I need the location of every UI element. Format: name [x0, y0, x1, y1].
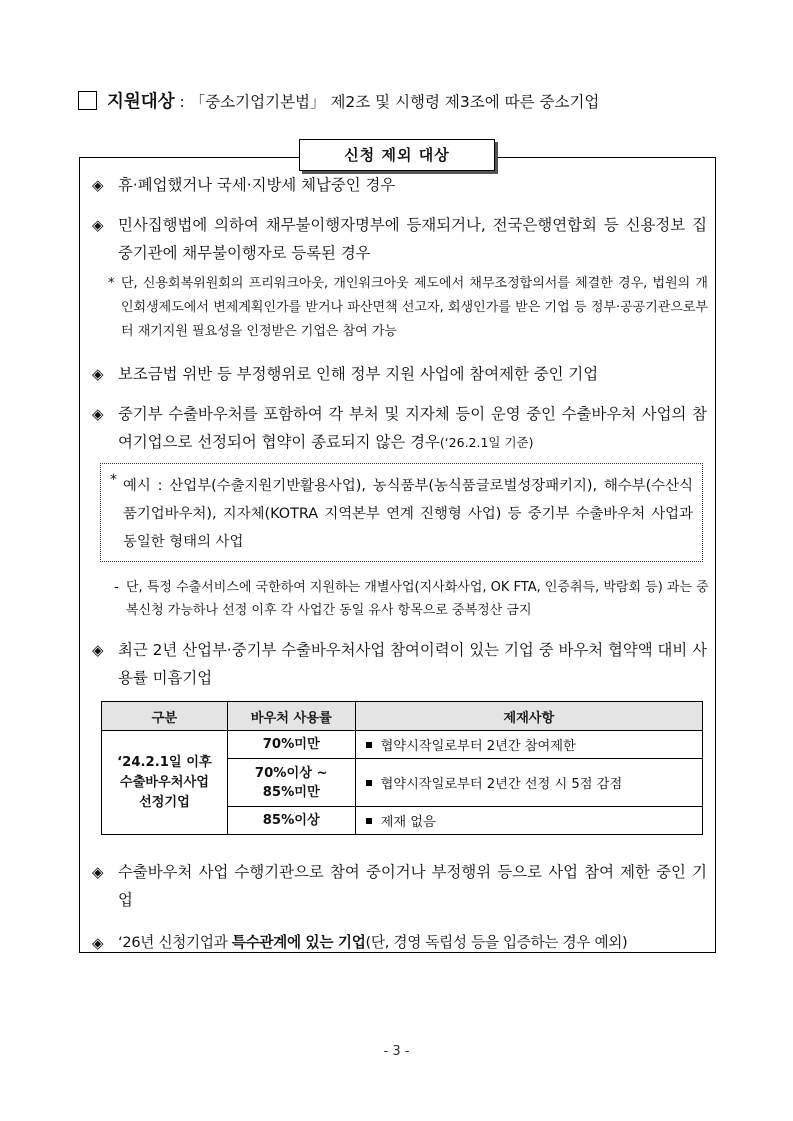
exclusion-item-text: 민사집행법에 의하여 채무불이행자명부에 등재되거나, 전국은행연합회 등 신용정보 집중기관에 채무불이행자로 등록된 경우	[118, 216, 707, 262]
recovery-note-text: 단, 신용회복위원회의 프리워크아웃, 개인워크아웃 제도에서 채무조정합의서를 체결한 경우, 법원의 개인회생제도에서 변제계획인가를 받거나 파산면책 선고자, 회생인가를 받은 기업 등 정부·공공기관으로부터 재기지원 필요성을 인정받은 기업은 참여 가능	[121, 276, 708, 339]
diamond-bullet-icon: ◈	[92, 863, 104, 881]
col-header-sanction: 제재사항	[355, 702, 702, 731]
sanction-table	[101, 701, 703, 835]
rate-line: 85%미만	[262, 784, 320, 800]
related-company-emphasis: 특수관계에 있는 기업	[231, 934, 366, 951]
exclusion-item	[92, 400, 707, 457]
diamond-bullet-icon: ◈	[92, 365, 104, 383]
exclusion-item	[92, 929, 707, 957]
diamond-bullet-icon: ◈	[92, 641, 104, 659]
exclusion-item-text: 최근 2년 산업부·중기부 수출바우처사업 참여이력이 있는 기업 중 바우처 협약액 대비 사용률 미흡기업	[118, 641, 707, 687]
example-star: *	[110, 472, 117, 488]
category-line: 수출바우처사업	[119, 774, 210, 790]
exclusion-item-text: 보조금법 위반 등 부정행위로 인해 정부 지원 사업에 참여제한 중인 기업	[118, 365, 599, 383]
sanction-text: 협약시작일로부터 2년간 참여제한	[380, 739, 576, 754]
reference-date: (‘26.2.1일 기준)	[439, 435, 534, 450]
service-note	[114, 576, 709, 622]
diamond-bullet-icon: ◈	[92, 176, 104, 194]
rate-cell	[227, 759, 355, 807]
sanction-cell	[355, 807, 702, 835]
col-header-category: 구분	[102, 702, 228, 731]
recovery-note	[108, 272, 708, 344]
sanction-text: 제재 없음	[380, 815, 436, 830]
service-note-text: 단, 특정 수출서비스에 국한하여 지원하는 개별사업(지사화사업, OK FTA, 인증취득, 박람회 등) 과는 중복신청 가능하나 선정 이후 각 사업간 동일 유사 항목으로 중복정산 금지	[126, 580, 709, 618]
table-header-row	[102, 702, 703, 731]
category-cell	[102, 731, 228, 835]
sanction-cell	[355, 731, 702, 759]
related-company-prefix: ‘26년 신청기업과	[118, 934, 232, 951]
example-text: 예시 : 산업부(수출지원기반활용사업), 농식품부(농식품글로벌성장패키지), 해수부(수산식품기업바우처), 지자체(KOTRA 지역본부 연계 진행형 사업) 등 중기부 수출바우처 사업과 동일한 형태의 사업	[123, 478, 693, 550]
note-star: *	[108, 276, 115, 291]
exclusion-item	[92, 360, 707, 388]
panel-title: 신청 제외 대상	[299, 139, 495, 171]
exclusion-item-main: 중기부 수출바우처를 포함하여 각 부처 및 지자체 등이 운영 중인 수출바우처 사업의 참여기업으로 선정되어 협약이 종료되지 않은 경우	[118, 405, 707, 451]
category-line: ‘24.2.1일 이후	[117, 754, 212, 770]
target-label: 지원대상	[107, 92, 175, 112]
exclusion-item-text	[118, 929, 707, 957]
col-header-rate: 바우처 사용률	[227, 702, 355, 731]
rate-line: 70%미만	[262, 737, 320, 752]
exclusion-item	[92, 636, 707, 692]
rate-line: 85%이상	[262, 813, 320, 828]
target-separator: :	[174, 93, 190, 111]
diamond-bullet-icon: ◈	[92, 934, 104, 952]
rate-line: 70%이상 ~	[254, 765, 328, 781]
exclusion-item-text	[118, 400, 707, 457]
related-company-exception: (단, 경영 독립성 등을 입증하는 경우 예외)	[365, 934, 628, 951]
page-number: - 3 -	[383, 1044, 410, 1059]
square-bullet-icon	[366, 780, 372, 786]
category-line: 선정기업	[138, 794, 190, 810]
square-bullet-icon	[366, 818, 372, 824]
target-text: 「중소기업기본법」 제2조 및 시행령 제3조에 따른 중소기업	[189, 93, 600, 111]
checkbox-icon	[78, 91, 97, 110]
exclusion-item	[92, 171, 707, 199]
rate-cell	[227, 807, 355, 835]
exclusion-item-text: 휴·폐업했거나 국세·지방세 체납중인 경우	[118, 176, 396, 194]
example-box	[100, 463, 703, 562]
square-bullet-icon	[366, 742, 372, 748]
sanction-text: 협약시작일로부터 2년간 선정 시 5점 감점	[380, 777, 623, 792]
sanction-cell	[355, 759, 702, 807]
dash-mark: -	[114, 580, 119, 595]
diamond-bullet-icon: ◈	[92, 405, 104, 423]
exclusion-item-text: 수출바우처 사업 수행기관으로 참여 중이거나 부정행위 등으로 사업 참여 제한 중인 기업	[118, 863, 707, 909]
diamond-bullet-icon: ◈	[92, 216, 104, 234]
target-heading	[78, 88, 718, 113]
table-row	[102, 731, 703, 759]
exclusion-item	[92, 858, 707, 914]
exclusion-item	[92, 211, 707, 267]
rate-cell	[227, 731, 355, 759]
